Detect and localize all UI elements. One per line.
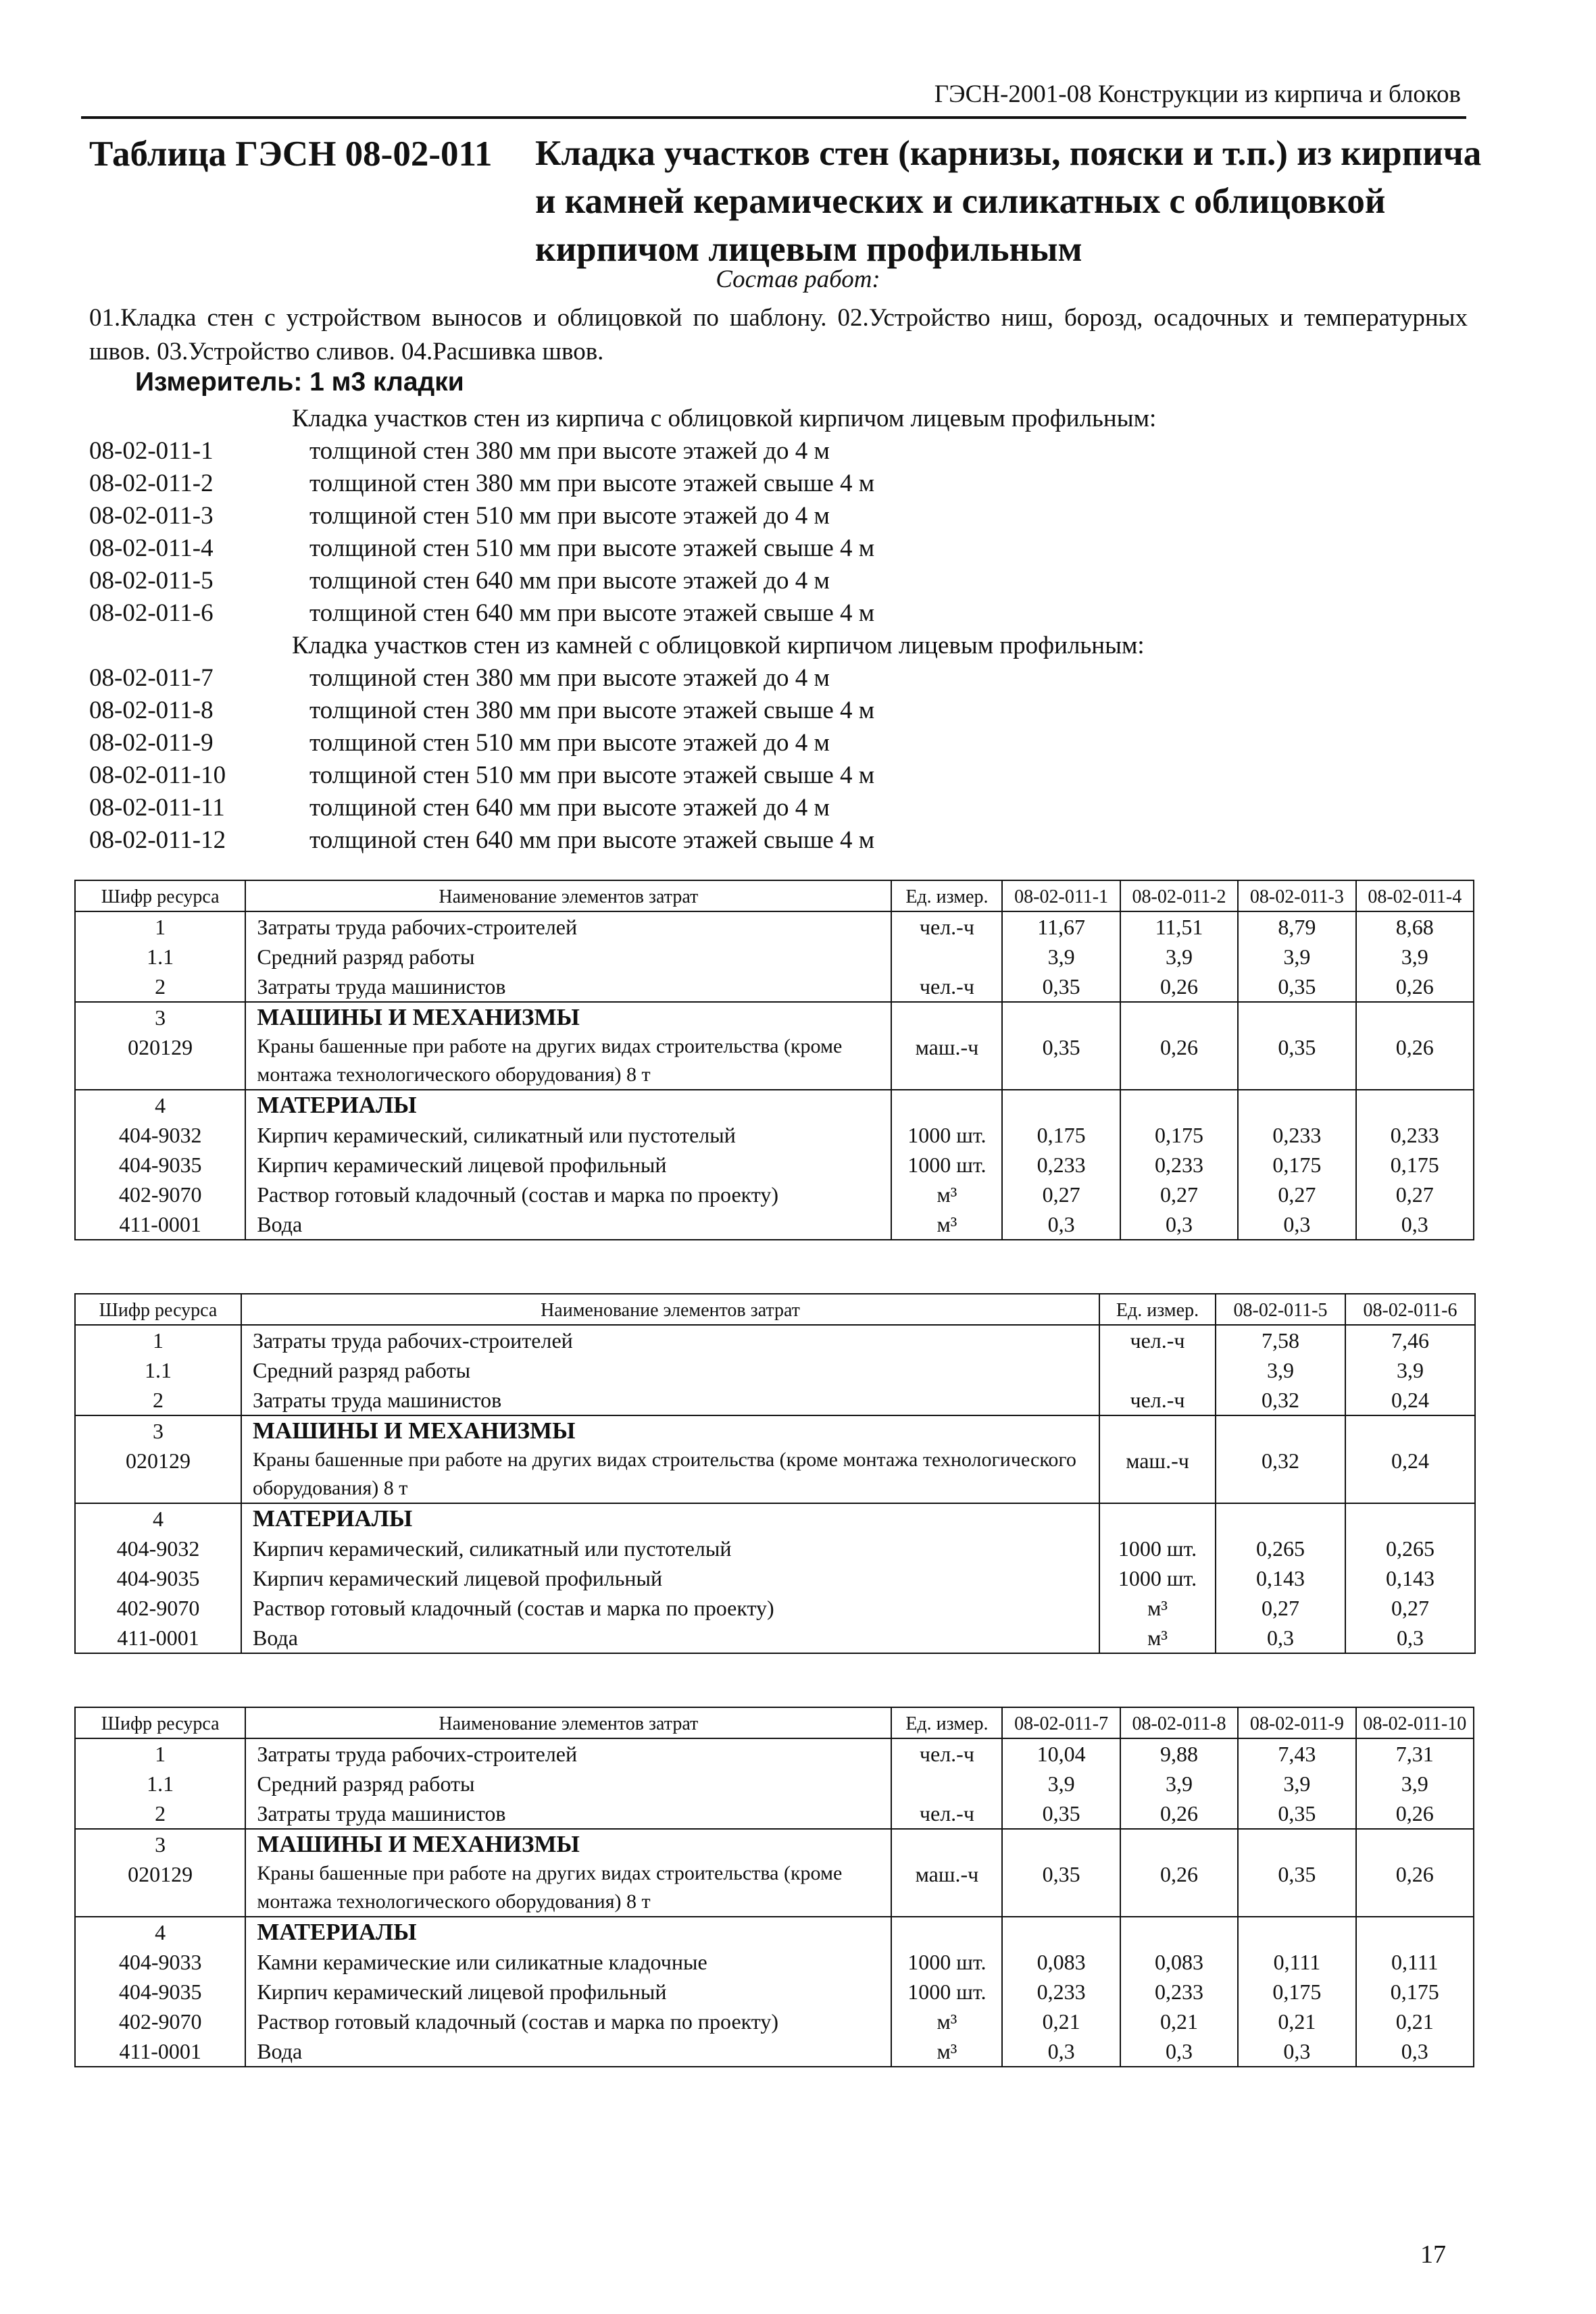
resource-code: 1 <box>75 1325 241 1355</box>
header-cost-name: Наименование элементов затрат <box>241 1294 1099 1325</box>
resource-code: 404-9035 <box>75 1563 241 1593</box>
norm-value: 0,233 <box>1356 1120 1474 1150</box>
header-norm-code: 08-02-011-9 <box>1238 1707 1355 1738</box>
unit: м³ <box>891 1209 1002 1240</box>
resource-code: 4 <box>75 1090 245 1120</box>
norm-value: 0,3 <box>1002 1209 1120 1240</box>
table-row <box>75 1032 1474 1090</box>
norm-value <box>1002 1090 1120 1120</box>
norm-value: 3,9 <box>1120 1769 1238 1799</box>
variant-code: 08-02-011-4 <box>89 534 214 562</box>
variant-group-bricks <box>89 403 1468 630</box>
norm-value <box>1002 1917 1120 1947</box>
cost-name: Средний разряд работы <box>245 1769 891 1799</box>
table-header-row <box>75 1707 1474 1738</box>
norm-value: 3,9 <box>1216 1355 1345 1385</box>
norm-value <box>1238 1917 1355 1947</box>
table-row <box>75 1090 1474 1120</box>
norm-value <box>1120 1090 1238 1120</box>
variant-code: 08-02-011-9 <box>89 729 214 757</box>
table-header-row <box>75 1294 1475 1325</box>
norm-value: 0,35 <box>1002 1859 1120 1917</box>
variant-description: толщиной стен 640 мм при высоте этажей свыше 4 м <box>309 599 875 627</box>
table-row <box>75 972 1474 1002</box>
norm-value: 0,35 <box>1238 1032 1355 1090</box>
resource-code: 2 <box>75 972 245 1002</box>
unit: 1000 шт. <box>891 1977 1002 2007</box>
resource-code: 1 <box>75 1738 245 1769</box>
table-row <box>75 1977 1474 2007</box>
norm-value: 7,43 <box>1238 1738 1355 1769</box>
resource-code: 404-9035 <box>75 1977 245 2007</box>
norm-value: 0,3 <box>1356 2036 1474 2067</box>
norm-value: 0,27 <box>1216 1593 1345 1623</box>
unit: м³ <box>1099 1593 1216 1623</box>
variant-code: 08-02-011-8 <box>89 697 214 724</box>
unit: чел.-ч <box>891 1799 1002 1829</box>
resource-code: 2 <box>75 1799 245 1829</box>
cost-name: Кирпич керамический лицевой профильный <box>245 1977 891 2007</box>
resource-code: 404-9032 <box>75 1534 241 1563</box>
cost-name: Вода <box>245 2036 891 2067</box>
norm-value <box>1356 1917 1474 1947</box>
header-unit: Ед. измер. <box>1099 1294 1216 1325</box>
resource-code: 402-9070 <box>75 2007 245 2036</box>
norm-value: 3,9 <box>1356 942 1474 972</box>
variant-description: толщиной стен 640 мм при высоте этажей свыше 4 м <box>309 826 875 854</box>
measure-unit: Измеритель: 1 м3 кладки <box>135 368 464 397</box>
variant-item <box>89 500 1468 532</box>
norm-value: 0,26 <box>1356 1032 1474 1090</box>
table-row <box>75 1623 1475 1653</box>
table-row <box>75 1325 1475 1355</box>
norm-value: 0,175 <box>1238 1150 1355 1180</box>
unit: маш.-ч <box>891 1859 1002 1917</box>
norm-value: 0,32 <box>1216 1385 1345 1415</box>
cost-name: Камни керамические или силикатные кладочные <box>245 1947 891 1977</box>
unit: м³ <box>891 2036 1002 2067</box>
norm-value: 7,46 <box>1345 1325 1475 1355</box>
table-row <box>75 1180 1474 1209</box>
cost-name: Кирпич керамический лицевой профильный <box>245 1150 891 1180</box>
header-resource-code: Шифр ресурса <box>75 1294 241 1325</box>
table-row <box>75 1503 1475 1534</box>
variant-description: толщиной стен 510 мм при высоте этажей до 4 м <box>309 729 830 757</box>
unit: м³ <box>1099 1623 1216 1653</box>
norm-value: 11,67 <box>1002 911 1120 942</box>
variant-code: 08-02-011-7 <box>89 664 214 692</box>
header-unit: Ед. измер. <box>891 1707 1002 1738</box>
variant-item <box>89 468 1468 500</box>
variant-item <box>89 727 1468 759</box>
norm-value <box>1120 1917 1238 1947</box>
section-heading: МАТЕРИАЛЫ <box>245 1917 891 1947</box>
norm-value: 0,3 <box>1356 1209 1474 1240</box>
unit <box>891 942 1002 972</box>
resource-code: 3 <box>75 1829 245 1859</box>
table-row <box>75 1415 1475 1446</box>
work-composition: 01.Кладка стен с устройством выносов и облицовкой по шаблону. 02.Устройство ниш, борозд, осадочных и температурных швов. 03.Устройство сливов. 04.Расшивка швов. <box>89 304 1468 366</box>
unit: м³ <box>891 1180 1002 1209</box>
cost-name: Затраты труда рабочих-строителей <box>245 1738 891 1769</box>
header-norm-code: 08-02-011-2 <box>1120 880 1238 911</box>
cost-name: Кирпич керамический, силикатный или пустотелый <box>245 1120 891 1150</box>
norm-value: 0,233 <box>1120 1977 1238 2007</box>
norm-value: 7,31 <box>1356 1738 1474 1769</box>
norm-value: 0,21 <box>1002 2007 1120 2036</box>
header-resource-code: Шифр ресурса <box>75 880 245 911</box>
cost-name: Раствор готовый кладочный (состав и марка по проекту) <box>245 2007 891 2036</box>
resource-code: 402-9070 <box>75 1593 241 1623</box>
resource-code: 1.1 <box>75 942 245 972</box>
norm-value <box>1345 1503 1475 1534</box>
table-row <box>75 1002 1474 1032</box>
variant-code: 08-02-011-5 <box>89 567 214 595</box>
norm-value: 0,083 <box>1002 1947 1120 1977</box>
norm-value: 0,3 <box>1238 1209 1355 1240</box>
resource-code: 4 <box>75 1503 241 1534</box>
unit: 1000 шт. <box>891 1947 1002 1977</box>
resource-code: 1.1 <box>75 1355 241 1385</box>
variant-description: толщиной стен 640 мм при высоте этажей до 4 м <box>309 567 830 595</box>
norm-value: 3,9 <box>1345 1355 1475 1385</box>
variant-item <box>89 824 1468 857</box>
header-norm-code: 08-02-011-6 <box>1345 1294 1475 1325</box>
norm-value: 0,265 <box>1345 1534 1475 1563</box>
norm-value: 0,265 <box>1216 1534 1345 1563</box>
norm-value: 0,27 <box>1238 1180 1355 1209</box>
norm-value: 0,111 <box>1238 1947 1355 1977</box>
norm-value: 0,32 <box>1216 1446 1345 1503</box>
norm-value <box>1216 1415 1345 1446</box>
resource-code: 411-0001 <box>75 1623 241 1653</box>
unit: чел.-ч <box>1099 1385 1216 1415</box>
resource-table-2 <box>74 1293 1476 1654</box>
section-heading: МАТЕРИАЛЫ <box>241 1503 1099 1534</box>
variant-item <box>89 759 1468 792</box>
header-cost-name: Наименование элементов затрат <box>245 880 891 911</box>
variant-item <box>89 695 1468 727</box>
table-row <box>75 911 1474 942</box>
norm-value: 8,68 <box>1356 911 1474 942</box>
unit <box>891 1917 1002 1947</box>
norm-value: 0,21 <box>1120 2007 1238 2036</box>
norm-value: 0,24 <box>1345 1446 1475 1503</box>
norm-value: 0,35 <box>1002 1032 1120 1090</box>
norm-value: 3,9 <box>1002 942 1120 972</box>
norm-value: 0,27 <box>1356 1180 1474 1209</box>
norm-value <box>1002 1829 1120 1859</box>
table-row <box>75 1385 1475 1415</box>
norm-value <box>1120 1002 1238 1032</box>
header-norm-code: 08-02-011-5 <box>1216 1294 1345 1325</box>
variant-description: толщиной стен 380 мм при высоте этажей свыше 4 м <box>309 470 875 497</box>
norm-value: 0,27 <box>1002 1180 1120 1209</box>
resource-code: 020129 <box>75 1859 245 1917</box>
unit: 1000 шт. <box>1099 1534 1216 1563</box>
table-row <box>75 1446 1475 1503</box>
unit <box>891 1769 1002 1799</box>
norm-value <box>1238 1090 1355 1120</box>
norm-value: 3,9 <box>1238 942 1355 972</box>
norm-value: 0,26 <box>1120 972 1238 1002</box>
norm-value <box>1356 1090 1474 1120</box>
cost-name: Затраты труда рабочих-строителей <box>241 1325 1099 1355</box>
resource-code: 411-0001 <box>75 1209 245 1240</box>
norm-value: 0,3 <box>1216 1623 1345 1653</box>
variant-description: толщиной стен 510 мм при высоте этажей свыше 4 м <box>309 761 875 789</box>
cost-name: Затраты труда машинистов <box>245 1799 891 1829</box>
variant-description: толщиной стен 510 мм при высоте этажей до 4 м <box>309 502 830 530</box>
table-id: Таблица ГЭСН 08-02-011 <box>89 134 493 174</box>
norm-value: 0,3 <box>1238 2036 1355 2067</box>
variant-description: толщиной стен 380 мм при высоте этажей свыше 4 м <box>309 697 875 724</box>
variant-item <box>89 532 1468 565</box>
cost-name: Раствор готовый кладочный (состав и марка по проекту) <box>241 1593 1099 1623</box>
resource-code: 020129 <box>75 1032 245 1090</box>
table-row <box>75 1947 1474 1977</box>
norm-value: 0,3 <box>1120 1209 1238 1240</box>
resource-table-3 <box>74 1707 1474 2067</box>
table-row <box>75 1738 1474 1769</box>
norm-value: 0,35 <box>1238 1799 1355 1829</box>
table-row <box>75 1917 1474 1947</box>
norm-value: 0,27 <box>1345 1593 1475 1623</box>
header-norm-code: 08-02-011-7 <box>1002 1707 1120 1738</box>
table-row <box>75 1150 1474 1180</box>
table-row <box>75 1859 1474 1917</box>
table-row <box>75 1534 1475 1563</box>
norm-value: 0,175 <box>1356 1977 1474 2007</box>
resource-code: 1.1 <box>75 1769 245 1799</box>
section-heading: МАТЕРИАЛЫ <box>245 1090 891 1120</box>
header-norm-code: 08-02-011-3 <box>1238 880 1355 911</box>
norm-value <box>1356 1002 1474 1032</box>
cost-name: Затраты труда машинистов <box>245 972 891 1002</box>
norm-value: 0,35 <box>1002 972 1120 1002</box>
resource-code: 404-9032 <box>75 1120 245 1150</box>
norm-value: 0,233 <box>1238 1120 1355 1150</box>
norm-value: 0,083 <box>1120 1947 1238 1977</box>
table-row <box>75 2007 1474 2036</box>
norm-value: 0,143 <box>1345 1563 1475 1593</box>
table-row <box>75 942 1474 972</box>
unit <box>1099 1415 1216 1446</box>
composition-label: Состав работ: <box>716 266 880 293</box>
norm-value: 10,04 <box>1002 1738 1120 1769</box>
unit: чел.-ч <box>1099 1325 1216 1355</box>
header-unit: Ед. измер. <box>891 880 1002 911</box>
section-heading: МАШИНЫ И МЕХАНИЗМЫ <box>245 1829 891 1859</box>
variant-item <box>89 435 1468 468</box>
unit <box>1099 1355 1216 1385</box>
norm-value: 9,88 <box>1120 1738 1238 1769</box>
table-row <box>75 1120 1474 1150</box>
unit: 1000 шт. <box>891 1150 1002 1180</box>
norm-value: 0,3 <box>1002 2036 1120 2067</box>
norm-value: 0,233 <box>1120 1150 1238 1180</box>
header-norm-code: 08-02-011-1 <box>1002 880 1120 911</box>
header-norm-code: 08-02-011-4 <box>1356 880 1474 911</box>
page-number: 17 <box>1420 2240 1446 2269</box>
norm-value: 0,26 <box>1356 972 1474 1002</box>
cost-name: Средний разряд работы <box>241 1355 1099 1385</box>
variant-item <box>89 565 1468 597</box>
norm-value: 0,35 <box>1238 1859 1355 1917</box>
resource-code: 4 <box>75 1917 245 1947</box>
variant-item <box>89 792 1468 824</box>
header-norm-code: 08-02-011-8 <box>1120 1707 1238 1738</box>
unit <box>891 1090 1002 1120</box>
unit <box>891 1002 1002 1032</box>
table-row <box>75 1593 1475 1623</box>
variant-code: 08-02-011-11 <box>89 794 225 822</box>
variant-group-stones <box>89 630 1468 857</box>
table-row <box>75 2036 1474 2067</box>
variant-code: 08-02-011-1 <box>89 437 214 465</box>
norm-value <box>1238 1829 1355 1859</box>
norm-value <box>1002 1002 1120 1032</box>
norm-value: 0,26 <box>1356 1859 1474 1917</box>
norm-value: 0,233 <box>1002 1150 1120 1180</box>
table-row <box>75 1769 1474 1799</box>
norm-value: 0,175 <box>1356 1150 1474 1180</box>
norm-value: 0,3 <box>1120 2036 1238 2067</box>
variant-group-heading: Кладка участков стен из кирпича с облицовкой кирпичом лицевым профильным: <box>292 405 1157 432</box>
unit: м³ <box>891 2007 1002 2036</box>
cost-name: Раствор готовый кладочный (состав и марка по проекту) <box>245 1180 891 1209</box>
variant-code: 08-02-011-6 <box>89 599 214 627</box>
norm-value: 0,27 <box>1120 1180 1238 1209</box>
variant-description: толщиной стен 510 мм при высоте этажей свыше 4 м <box>309 534 875 562</box>
cost-name: Средний разряд работы <box>245 942 891 972</box>
unit <box>891 1829 1002 1859</box>
table-row <box>75 1355 1475 1385</box>
cost-name: Кирпич керамический лицевой профильный <box>241 1563 1099 1593</box>
unit <box>1099 1503 1216 1534</box>
variant-group-heading: Кладка участков стен из камней с облицовкой кирпичом лицевым профильным: <box>292 632 1145 659</box>
unit: 1000 шт. <box>891 1120 1002 1150</box>
cost-name: Краны башенные при работе на других видах строительства (кроме монтажа технологического оборудования) 8 т <box>245 1859 891 1917</box>
norm-value: 0,111 <box>1356 1947 1474 1977</box>
unit: маш.-ч <box>1099 1446 1216 1503</box>
page-title: Кладка участков стен (карнизы, пояски и т.п.) из кирпича и камней керамических и силикатных с облицовкой кирпичом лицевым профильным <box>535 134 1482 269</box>
norm-value: 3,9 <box>1238 1769 1355 1799</box>
header-resource-code: Шифр ресурса <box>75 1707 245 1738</box>
variant-description: толщиной стен 380 мм при высоте этажей до 4 м <box>309 437 830 465</box>
norm-value <box>1216 1503 1345 1534</box>
resource-code: 404-9033 <box>75 1947 245 1977</box>
norm-value: 0,3 <box>1345 1623 1475 1653</box>
table-row <box>75 1209 1474 1240</box>
cost-name: Вода <box>241 1623 1099 1653</box>
norm-value: 0,26 <box>1120 1032 1238 1090</box>
resource-code: 404-9035 <box>75 1150 245 1180</box>
variant-item <box>89 597 1468 630</box>
norm-value: 0,175 <box>1238 1977 1355 2007</box>
norm-value: 3,9 <box>1120 942 1238 972</box>
running-header: ГЭСН-2001-08 Конструкции из кирпича и блоков <box>934 80 1461 108</box>
norm-value <box>1345 1415 1475 1446</box>
header-cost-name: Наименование элементов затрат <box>245 1707 891 1738</box>
resource-code: 2 <box>75 1385 241 1415</box>
variant-code: 08-02-011-12 <box>89 826 226 854</box>
header-rule <box>81 116 1466 119</box>
norm-value <box>1238 1002 1355 1032</box>
table-row <box>75 1563 1475 1593</box>
norm-value: 11,51 <box>1120 911 1238 942</box>
norm-value: 0,233 <box>1002 1977 1120 2007</box>
table-header-row <box>75 880 1474 911</box>
resource-code: 411-0001 <box>75 2036 245 2067</box>
cost-name: Затраты труда рабочих-строителей <box>245 911 891 942</box>
norm-value: 0,26 <box>1120 1799 1238 1829</box>
norm-value: 0,175 <box>1120 1120 1238 1150</box>
resource-code: 020129 <box>75 1446 241 1503</box>
cost-name: Вода <box>245 1209 891 1240</box>
norm-value: 3,9 <box>1002 1769 1120 1799</box>
resource-code: 3 <box>75 1002 245 1032</box>
variant-description: толщиной стен 640 мм при высоте этажей до 4 м <box>309 794 830 822</box>
cost-name: Краны башенные при работе на других видах строительства (кроме монтажа технологического оборудования) 8 т <box>245 1032 891 1090</box>
norm-value: 8,79 <box>1238 911 1355 942</box>
norm-value: 0,26 <box>1120 1859 1238 1917</box>
unit: 1000 шт. <box>1099 1563 1216 1593</box>
variant-item <box>89 662 1468 695</box>
norm-value: 0,26 <box>1356 1799 1474 1829</box>
norm-value: 0,175 <box>1002 1120 1120 1150</box>
variant-description: толщиной стен 380 мм при высоте этажей до 4 м <box>309 664 830 692</box>
cost-name: Кирпич керамический, силикатный или пустотелый <box>241 1534 1099 1563</box>
unit: маш.-ч <box>891 1032 1002 1090</box>
cost-name: Краны башенные при работе на других видах строительства (кроме монтажа технологического оборудования) 8 т <box>241 1446 1099 1503</box>
norm-value: 0,21 <box>1356 2007 1474 2036</box>
norm-value: 0,143 <box>1216 1563 1345 1593</box>
norm-value: 0,24 <box>1345 1385 1475 1415</box>
table-row <box>75 1829 1474 1859</box>
header-norm-code: 08-02-011-10 <box>1356 1707 1474 1738</box>
resource-table-1 <box>74 880 1474 1240</box>
norm-value: 3,9 <box>1356 1769 1474 1799</box>
unit: чел.-ч <box>891 1738 1002 1769</box>
variant-code: 08-02-011-3 <box>89 502 214 530</box>
resource-code: 1 <box>75 911 245 942</box>
norm-value <box>1356 1829 1474 1859</box>
unit: чел.-ч <box>891 911 1002 942</box>
resource-code: 402-9070 <box>75 1180 245 1209</box>
table-row <box>75 1799 1474 1829</box>
norm-value: 0,21 <box>1238 2007 1355 2036</box>
norm-value: 7,58 <box>1216 1325 1345 1355</box>
norm-value: 0,35 <box>1002 1799 1120 1829</box>
variant-code: 08-02-011-2 <box>89 470 214 497</box>
norm-value <box>1120 1829 1238 1859</box>
resource-code: 3 <box>75 1415 241 1446</box>
norm-value: 0,35 <box>1238 972 1355 1002</box>
section-heading: МАШИНЫ И МЕХАНИЗМЫ <box>245 1002 891 1032</box>
unit: чел.-ч <box>891 972 1002 1002</box>
variant-code: 08-02-011-10 <box>89 761 226 789</box>
section-heading: МАШИНЫ И МЕХАНИЗМЫ <box>241 1415 1099 1446</box>
cost-name: Затраты труда машинистов <box>241 1385 1099 1415</box>
